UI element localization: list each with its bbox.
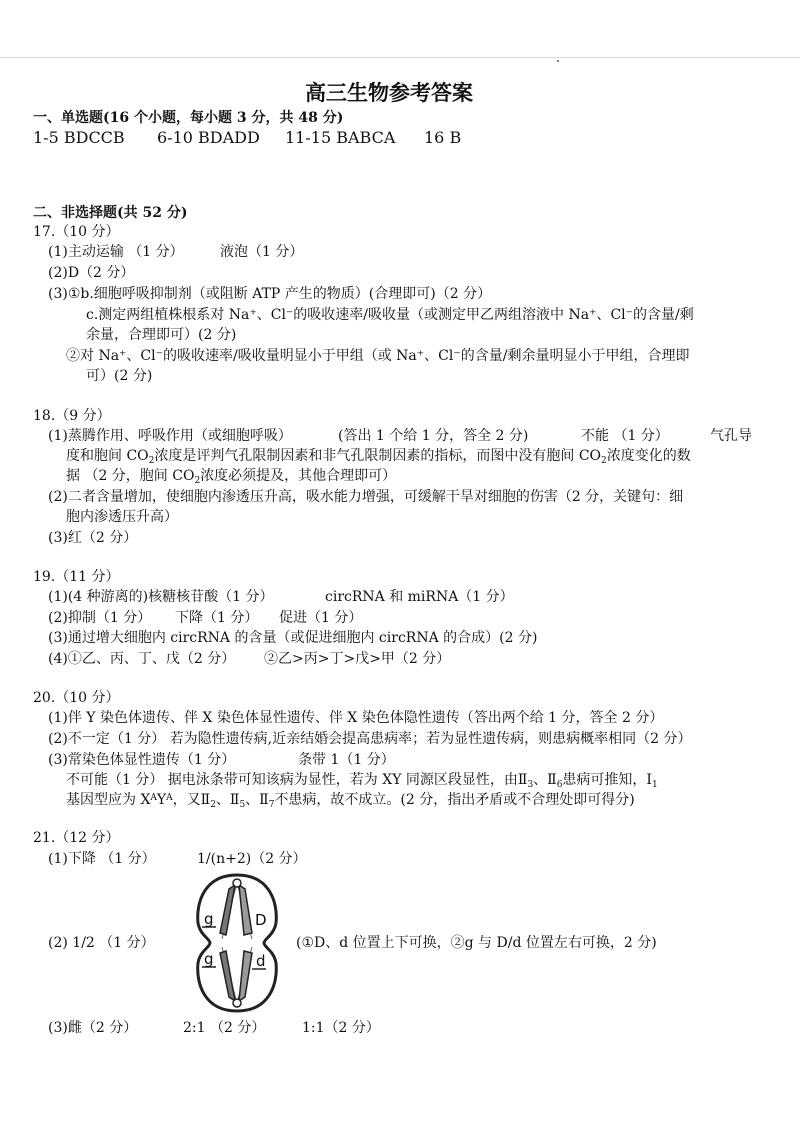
gene-label-g-bottom: g [204, 950, 214, 968]
q19-part4-a: (4)①乙、丙、丁、戊（2 分） [48, 651, 236, 667]
q20-l3-text-b: Y [156, 792, 167, 808]
q20-part3-line3 [66, 791, 635, 809]
top-rule [0, 57, 800, 58]
q19-part2-a: (2)抑制（1 分） [48, 610, 152, 626]
q21-part2-a: (2) 1/2 （1 分） [48, 935, 155, 951]
q17-part1-b: 液泡（1 分） [220, 244, 304, 260]
section2-heading: 二、非选择题(共 52 分) [33, 205, 188, 221]
q18-line2-text-a: 度和胞间 CO [66, 448, 149, 464]
q21-part3-a: (3)雌（2 分） [48, 1020, 138, 1036]
q18-header: 18.（9 分） [33, 408, 111, 424]
q20-part2: (2)不一定（1 分） 若为隐性遗传病,近亲结婚会提高患病率；若为显性遗传病，则患病概率相同（2 分） [48, 731, 692, 747]
page-title: 高三生物参考答案 [305, 80, 473, 105]
q20-l2-text-a: 不可能（1 分） 据电泳条带可知该病为显性，若为 XY 同源区段显性，由Ⅱ [66, 772, 528, 788]
q18-line3-text-a: 据 （2 分，胞间 CO [66, 468, 195, 484]
q20-header: 20.（10 分） [33, 690, 120, 706]
subscript: 1 [651, 780, 658, 790]
q18-part3: (3)红（2 分） [48, 530, 138, 546]
answer-group-4: 16 B [424, 128, 462, 147]
subscript: 5 [239, 800, 246, 810]
q20-l3-text-a: 基因型应为 X [66, 792, 151, 808]
answer-group-3: 11-15 BABCA [285, 128, 396, 147]
q21-part2-b: (①D、d 位置上下可换，②g 与 D/d 位置左右可换，2 分) [296, 935, 657, 951]
q17-part3d-line2: 可）(2 分) [86, 368, 153, 384]
q17-part3c-line1: c.测定两组植株根系对 Na⁺、Cl⁻的吸收速率/吸收量（或测定甲乙两组溶液中 Na⁺、Cl⁻的含量/剩 [86, 307, 694, 323]
scan-dot [557, 60, 559, 62]
gene-label-d: d [256, 952, 266, 970]
q17-part3c-line2: 余量，合理即可）(2 分) [86, 327, 237, 343]
q21-part3-b: 2:1 （2 分） [183, 1020, 266, 1036]
superscript: A [166, 793, 173, 803]
subscript: 2 [601, 456, 607, 466]
q18-part1-line3 [66, 467, 396, 485]
subscript: 7 [268, 800, 275, 810]
q20-part1: (1)伴 Y 染色体遗传、伴 X 染色体显性遗传、伴 X 染色体隐性遗传（答出两个给 1 分，答全 2 分） [48, 710, 664, 726]
q19-part1-a: (1)(4 种游离的)核糖核苷酸（1 分） [48, 589, 274, 605]
q19-part4-b: ②乙>丙>丁>戊>甲（2 分） [264, 651, 451, 667]
q19-part3: (3)通过增大细胞内 circRNA 的含量（或促进细胞内 circRNA 的合成）(2 分) [48, 630, 538, 646]
q20-l3-text-f: 不患病，故不成立。(2 分，指出矛盾或不合理处即可得分) [274, 792, 635, 808]
q21-part1-b: 1/(n+2)（2 分） [197, 851, 307, 867]
subscript: 6 [556, 780, 563, 790]
cell-outline [198, 875, 277, 1011]
q19-part1-b: circRNA 和 miRNA（1 分） [325, 589, 514, 605]
q17-part3d-line1: ②对 Na⁺、Cl⁻的吸收速率/吸收量明显小于甲组（或 Na⁺、Cl⁻的含量/剩余量明显小于甲组，合理即 [66, 348, 690, 364]
q18-part1-b: (答出 1 个给 1 分，答全 2 分) [338, 428, 529, 444]
q18-part1-line2 [66, 447, 691, 465]
q18-line2-text-b: 浓度是评判气孔限制因素和非气孔限制因素的指标，而图中没有胞间 CO [154, 448, 602, 464]
superscript: A [150, 793, 157, 803]
q21-header: 21.（12 分） [33, 830, 120, 846]
q17-part3: (3)①b.细胞呼吸抑制剂（或阻断 ATP 产生的物质）(合理即可)（2 分） [48, 286, 492, 302]
answer-group-1: 1-5 BDCCB [33, 128, 125, 147]
q17-part1-a: (1)主动运输 （1 分） [48, 244, 184, 260]
gene-label-D: D [255, 911, 267, 929]
centrosome-top [233, 879, 241, 887]
cell-division-diagram [192, 869, 282, 1017]
q18-line2-text-c: 浓度变化的数 [606, 448, 691, 464]
q18-part1-c: 不能 （1 分） [581, 428, 669, 444]
subscript: 2 [210, 800, 216, 810]
gene-label-g-top: g [204, 910, 214, 928]
q18-part2-line2: 胞内渗透压升高） [66, 509, 178, 525]
q21-part3-c: 1:1（2 分） [302, 1020, 380, 1036]
subscript: 3 [527, 780, 534, 790]
q18-line3-text-b: 浓度必须提及，其他合理即可） [200, 468, 397, 484]
q20-l3-text-d: 、Ⅱ [215, 792, 240, 808]
q18-part2-line1: (2)二者含量增加，使细胞内渗透压升高，吸水能力增强，可缓解干旱对细胞的伤害（2 分，关键句：细 [48, 489, 684, 505]
q19-header: 19.（11 分） [33, 569, 120, 585]
subscript: 2 [194, 476, 201, 486]
q20-part3-a: (3)常染色体显性遗传（1 分） [48, 752, 236, 768]
section1-heading: 一、单选题(16 个小题，每小题 3 分，共 48 分) [33, 110, 344, 126]
subscript: 2 [148, 456, 155, 466]
q20-l2-text-c: 患病可推知，Ⅰ [562, 772, 652, 788]
q20-l3-text-c: ，又Ⅱ [172, 792, 211, 808]
q20-part3-b: 条带 1（1 分） [298, 752, 395, 768]
q17-part2: (2)D（2 分） [48, 265, 135, 281]
q17-header: 17.（10 分） [33, 224, 120, 240]
q20-l3-text-e: 、Ⅱ [245, 792, 269, 808]
centrosome-bottom [233, 999, 241, 1007]
q18-part1-a: (1)蒸腾作用、呼吸作用（或细胞呼吸） [48, 428, 292, 444]
answer-group-2: 6-10 BDADD [157, 128, 260, 147]
q21-part1-a: (1)下降 （1 分） [48, 851, 156, 867]
q20-part3-line2 [66, 771, 658, 789]
q20-l2-text-b: 、Ⅱ [533, 772, 557, 788]
q19-part2-c: 促进（1 分） [279, 610, 363, 626]
q19-part2-b: 下降（1 分） [175, 610, 259, 626]
q18-part1-d: 气孔导 [710, 428, 752, 444]
